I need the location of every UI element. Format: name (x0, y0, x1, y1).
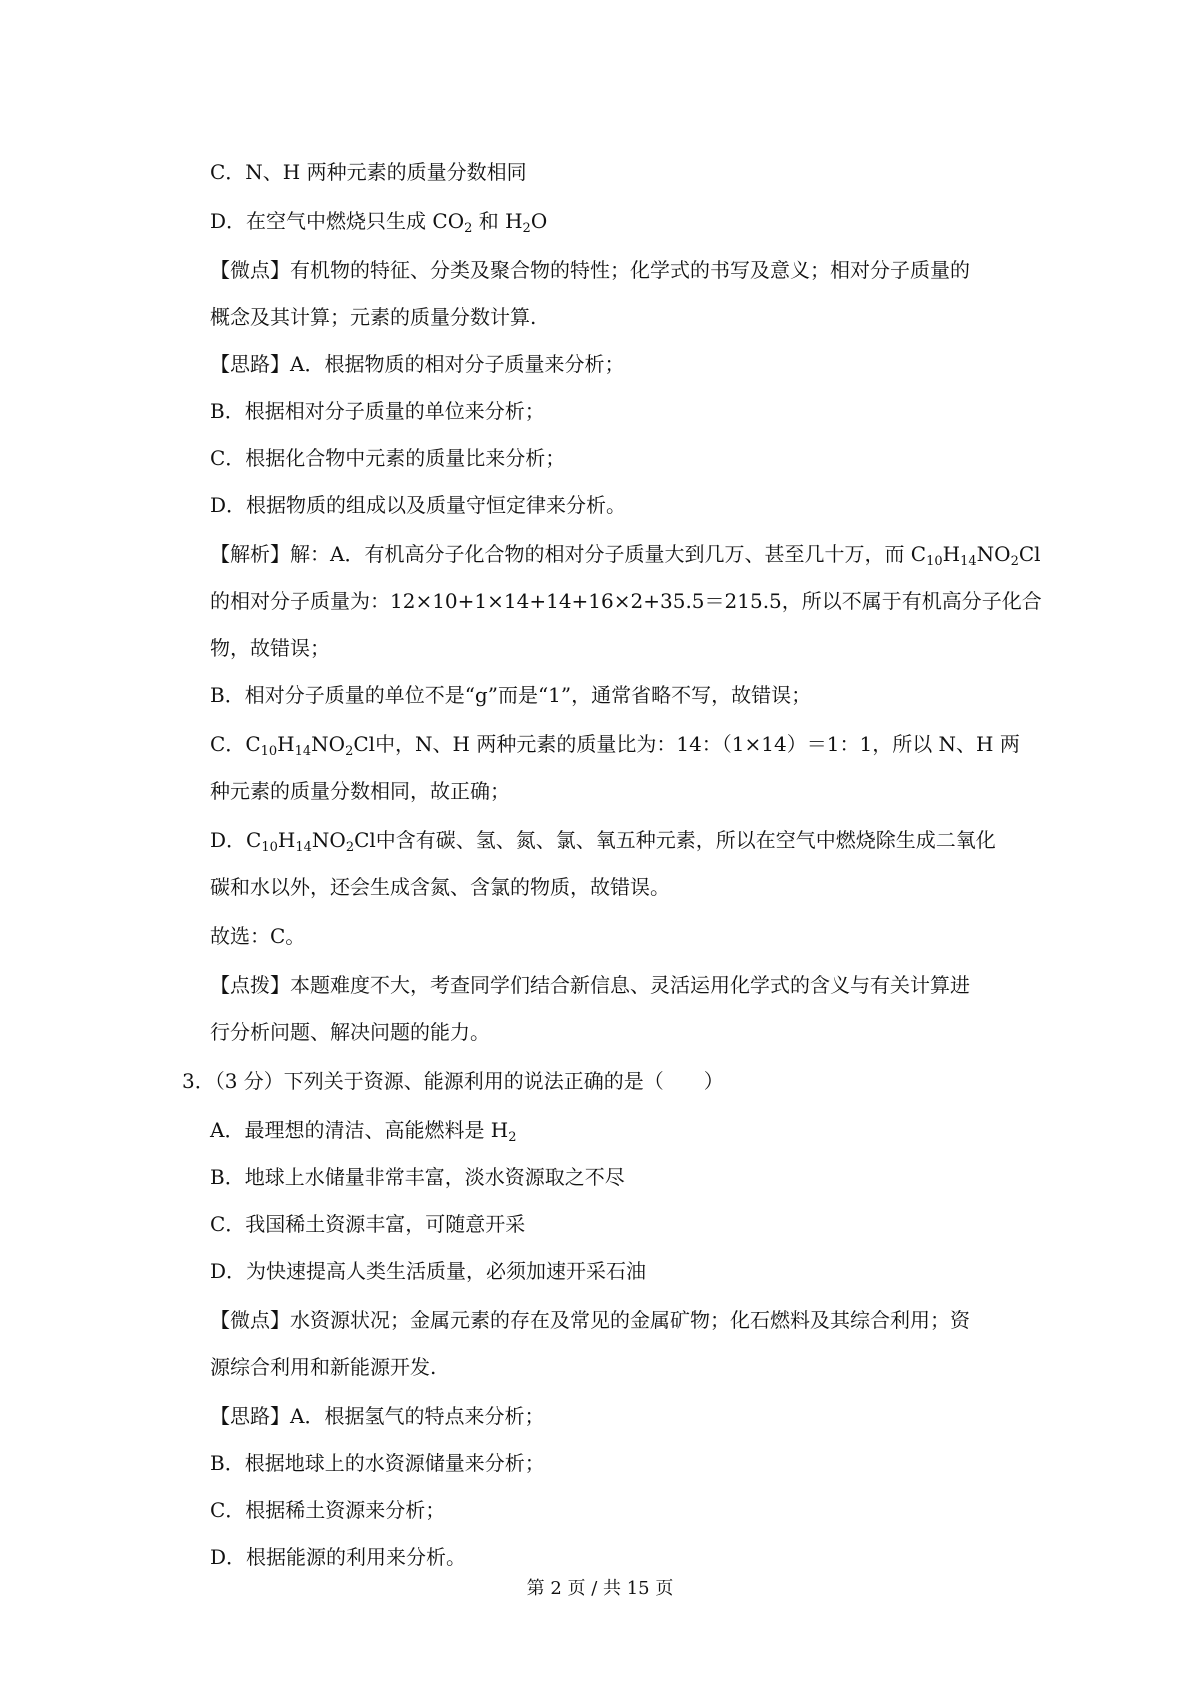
q3-silu-d: D．根据能源的利用来分析。 (210, 1545, 467, 1569)
q2-weidian-line-2: 概念及其计算；元素的质量分数计算. (210, 305, 537, 329)
q3-option-d: D．为快速提高人类生活质量，必须加速开采石油 (210, 1259, 647, 1283)
q3-silu-a: 【思路】A．根据氢气的特点来分析； (210, 1404, 545, 1428)
q3-option-b: B．地球上水储量非常丰富，淡水资源取之不尽 (210, 1165, 625, 1189)
q2-dianbo-line-1: 【点拨】本题难度不大，考查同学们结合新信息、灵活运用化学式的含义与有关计算进 (210, 973, 970, 997)
q3-weidian-line-1: 【微点】水资源状况；金属元素的存在及常见的金属矿物；化石燃料及其综合利用；资 (210, 1308, 970, 1332)
q3-stem: 3．（3 分）下列关于资源、能源利用的说法正确的是（ ） (182, 1069, 724, 1093)
q2-dianbo-line-2: 行分析问题、解决问题的能力。 (210, 1020, 490, 1044)
q3-weidian-line-2: 源综合利用和新能源开发. (210, 1355, 437, 1379)
q2-silu-d: D．根据物质的组成以及质量守恒定律来分析。 (210, 493, 627, 517)
q2-silu-c: C．根据化合物中元素的质量比来分析； (210, 446, 566, 470)
q3-silu-c: C．根据稀土资源来分析； (210, 1498, 446, 1522)
q2-weidian-line-1: 【微点】有机物的特征、分类及聚合物的特性；化学式的书写及意义；相对分子质量的 (210, 258, 970, 282)
q3-option-c: C．我国稀土资源丰富，可随意开采 (210, 1212, 526, 1236)
q2-jiexi-line-2: 的相对分子质量为：12×10+1×14+14+16×2+35.5＝215.5，所以不属于有机高分子化合 (210, 589, 1042, 613)
q2-answer: 故选：C。 (210, 924, 306, 948)
q2-option-d: D．在空气中燃烧只生成 $CO_2$ 和 $H_2O$ (210, 209, 548, 236)
q2-jiexi-line-3: 物，故错误； (210, 636, 330, 660)
q2-jiexi-b: B．相对分子质量的单位不是“g”而是“1”，通常省略不写，故错误； (210, 683, 812, 707)
q2-jiexi-d-line-2: 碳和水以外，还会生成含氮、含氯的物质，故错误。 (210, 875, 670, 899)
q2-jiexi-c-line-2: 种元素的质量分数相同，故正确； (210, 779, 510, 803)
q2-silu-a: 【思路】A．根据物质的相对分子质量来分析； (210, 352, 625, 376)
q2-silu-b: B．根据相对分子质量的单位来分析； (210, 399, 545, 423)
q2-jiexi-c-line-1: C．$C_{10}H_{14}NO_2Cl$中，N、H 两种元素的质量比为：14：（1×14）＝1：1，所以 N、H 两 (210, 732, 1020, 759)
q3-silu-b: B．根据地球上的水资源储量来分析； (210, 1451, 545, 1475)
q2-jiexi-line-1: 【解析】解：A．有机高分子化合物的相对分子质量大到几万、甚至几十万，而 $C_{10}H_{14}NO_2Cl$ (210, 542, 1041, 569)
q2-jiexi-d-line-1: D．$C_{10}H_{14}NO_2Cl$中含有碳、氢、氮、氯、氧五种元素，所以在空气中燃烧除生成二氧化 (210, 828, 996, 855)
page-footer: 第 2 页 / 共 15 页 (526, 1578, 674, 1599)
q3-option-a: A．最理想的清洁、高能燃料是 $H_2$ (210, 1118, 517, 1145)
q2-option-c: C．N、H 两种元素的质量分数相同 (210, 160, 527, 184)
